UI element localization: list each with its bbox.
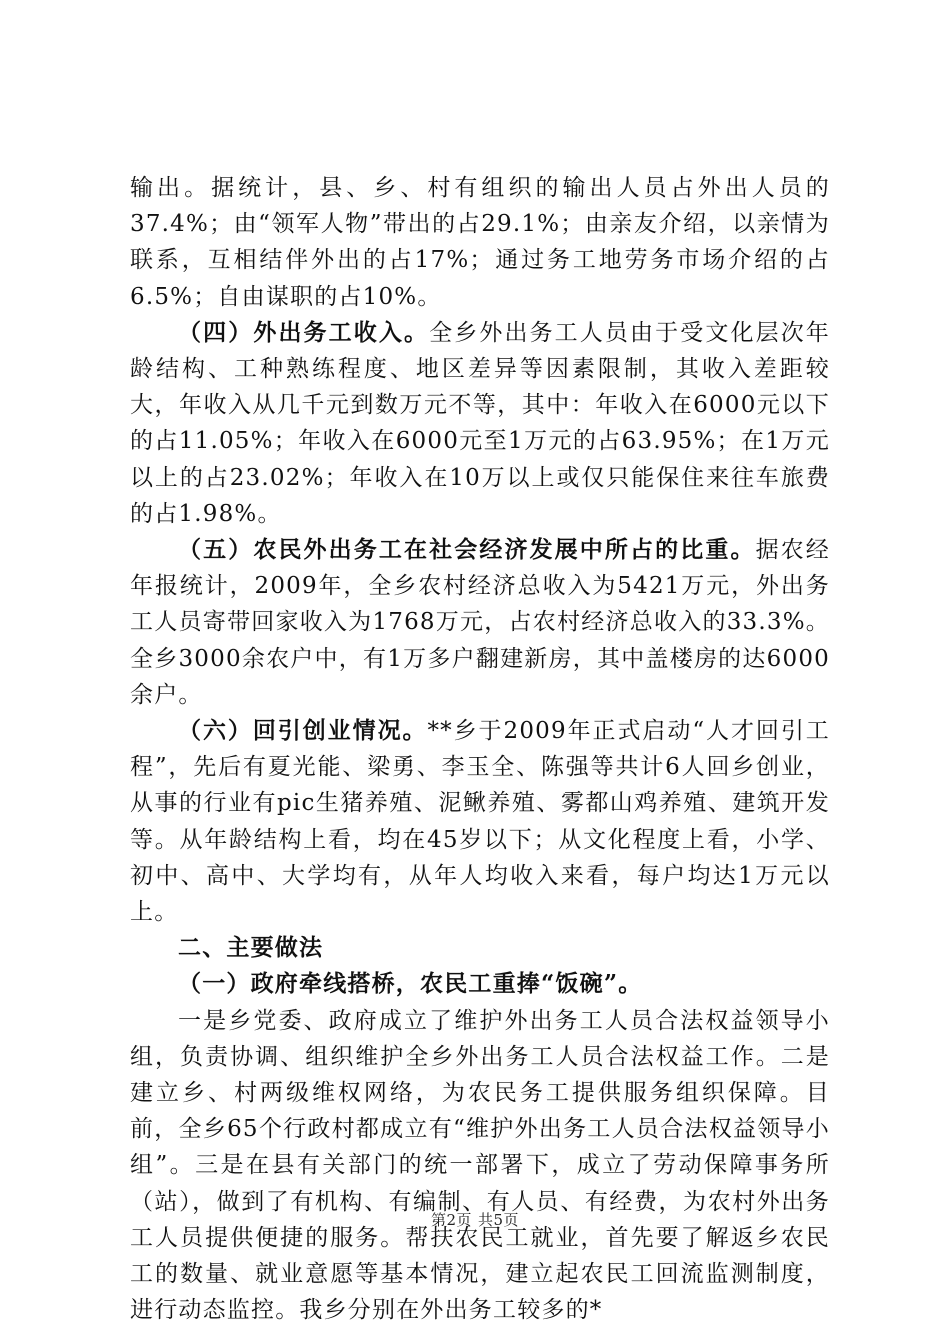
section-heading: （四）外出务工收入。 [178,318,430,346]
paragraph-return-entrepreneurship [130,713,830,930]
paragraph-text: 据农经年报统计，2009年，全乡农村经济总收入为5421万元，外出务工人员寄带回家收入为1768万元，占农村经济总收入的33.3%。全乡3000余农户中，有1万多户翻建新房，其中盖楼房的达6000余户。 [130,537,830,708]
section-heading: （一）政府牵线搭桥，农民工重捧“饭碗”。 [178,970,643,998]
paragraph-text: 一是乡党委、政府成立了维护外出务工人员合法权益领导小组，负责协调、组织维护全乡外出务工人员合法权益工作。二是建立乡、村两级维权网络，为农民务工提供服务组织保障。目前，全乡65个行政村都成立有“维护外出务工人员合法权益领导小组”。三是在县有关部门的统一部署下，成立了劳动保障事务所（站），做到了有机构、有编制、有人员、有经费，为农村外出务工人员提供便捷的服务。帮扶农民工就业，首先要了解返乡农民工的数量、就业意愿等基本情况，建立起农民工回流监测制度，进行动态监控。我乡分别在外出务工较多的* [130,1007,830,1324]
paragraph-text: 全乡外出务工人员由于受文化层次年龄结构、工种熟练程度、地区差异等因素限制，其收入差距较大，年收入从几千元到数万元不等，其中：年收入在6000元以下的占11.05%；年收入在6000元至1万元的占63.95%；在1万元以上的占23.02%；年收入在10万以上或仅只能保住来往车旅费的占1.98%。 [130,319,831,527]
paragraph-continued-output-stats [130,170,830,315]
page-number: 第2页 [430,1211,472,1229]
paragraph-text: **乡于2009年正式启动“人才回引工程”，先后有夏光能、梁勇、李玉全、陈强等共计6人回乡创业，从事的行业有pic生猪养殖、泥鳅养殖、雾都山鸡养殖、建筑开发等。从年龄结构上看，均在45岁以下；从文化程度上看，小学、初中、高中、大学均有，从年人均收入来看，每户均达1万元以上。 [130,718,831,926]
page-total: 共5页 [478,1211,520,1229]
paragraph-economic-share [130,532,830,713]
paragraph-text: 输出。据统计，县、乡、村有组织的输出人员占外出人员的37.4%；由“领军人物”带出的占29.1%；由亲友介绍，以亲情为联系，互相结伴外出的占17%；通过务工地劳务市场介绍的占6.5%；自由谋职的占10%。 [130,175,830,310]
paragraph-migrant-income [130,315,830,532]
paragraph-government-support-body [130,1003,830,1329]
page-footer [0,1209,950,1230]
section-heading: 二、主要做法 [178,934,324,962]
paragraph-government-support-heading [130,966,830,1002]
section-heading: （五）农民外出务工在社会经济发展中所占的比重。 [178,536,756,564]
section-heading: （六）回引创业情况。 [178,717,428,745]
paragraph-main-practices-heading [130,930,830,966]
document-body [130,170,830,1329]
